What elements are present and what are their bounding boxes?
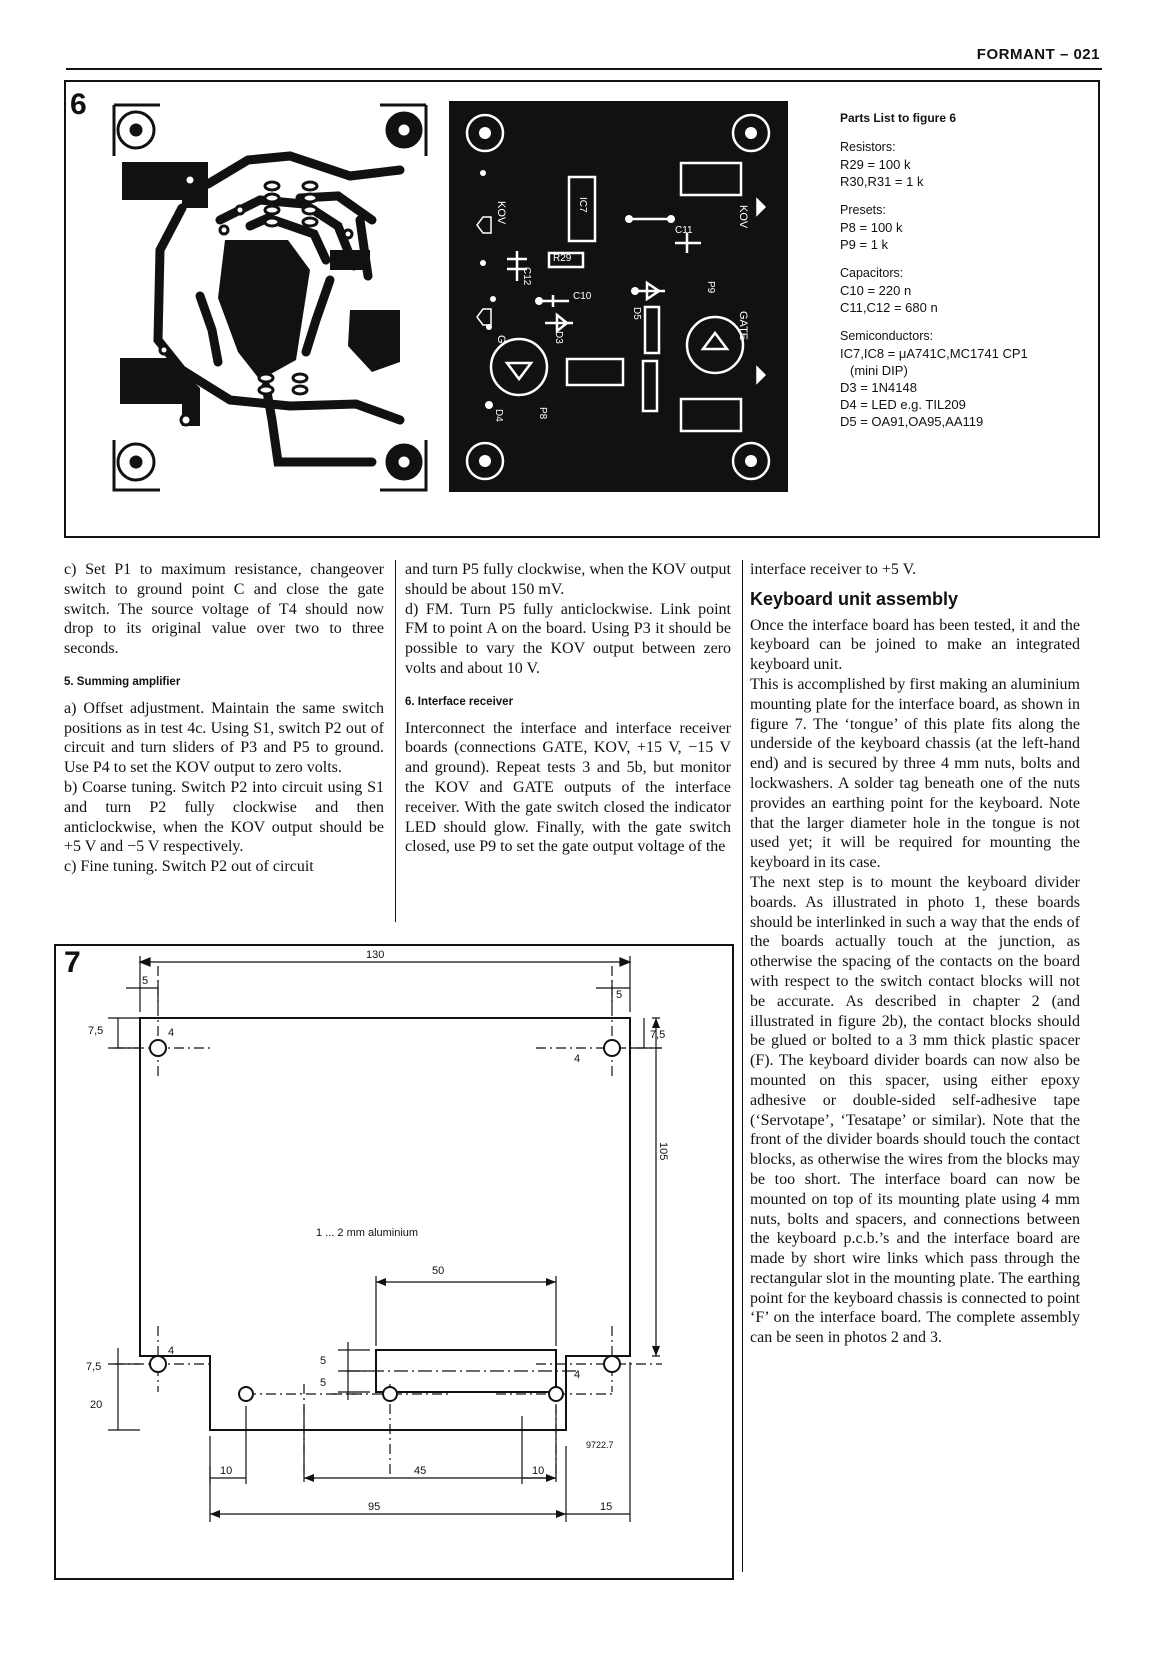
drawing-reference: 9722.7 [586,1440,614,1450]
section-heading-keyboard-unit-assembly: Keyboard unit assembly [750,588,959,609]
parts-item: R30,R31 = 1 k [840,174,924,189]
parts-item: IC7,IC8 = μA741C,MC1741 CP1 [840,346,1028,361]
pcb-label-gate-right: GATE [737,311,749,341]
dim-left-margin: 5 [142,975,149,987]
dim-slot-width: 50 [432,1265,445,1277]
text-column-3 [750,560,1080,1348]
parts-item: C10 = 220 n [840,283,912,298]
parts-item: D3 = 1N4148 [840,380,917,395]
dim-15: 15 [600,1501,613,1513]
dim-top-left: 7,5 [88,1025,104,1037]
paragraph: a) Offset adjustment. Maintain the same switch positions as in test 4c. Using S1, switch P2 out of circuit and turn sliders of P3 and P5 to ground. Use P4 to set the KOV output to zero volts. [64,699,384,777]
pcb-label-c10: C10 [573,291,592,302]
text-column-1 [64,560,384,877]
paragraph: and turn P5 fully clockwise, when the KOV output should be about 150 mV. [405,561,731,598]
parts-list-title: Parts List to figure 6 [840,111,957,125]
section-heading-summing-amplifier: 5. Summing amplifier [64,675,181,688]
parts-group-presets [840,202,1102,253]
figure-6-component-layout [449,101,788,492]
pcb-label-c12: C12 [521,267,532,286]
text-column-2 [405,560,731,857]
paragraph: b) Coarse tuning. Switch P2 into circuit using S1 and turn P2 fully clockwise and then anticlockwise, when the KOV output should be +5 V and −5 V respectively. [64,778,384,856]
parts-group-heading: Presets: [840,203,886,217]
paragraph: This is accomplished by first making an aluminium mounting plate for the interface board, as shown in figure 7. The ‘tongue’ of this plate fits along the underside of the keyboard chassis (at the left-hand end) and is secured by three 4 mm nuts, bolts and lockwashers. A solder tag beneath one of the nuts provides an earthing point for the keyboard. Note that the larger diameter hole in the tongue is not used yet; it will be required for mounting the keyboard in its case. [750,675,1080,872]
paragraph: The next step is to mount the keyboard divider boards. As illustrated in photo 1, these boards should be interlinked in such a way that the ends of the boards actually touch at the junction, as otherwise the spacing of the contacts on the board with respect to the switch contact blocks will not be accurate. As described in chapter 2 (and illustrated in figure 2b), the contact blocks should be glued or bolted to a 3 mm thick plastic spacer (F). The keyboard divider boards can now also be mounted on this spacer, using either epoxy adhesive or double-sided self-adhesive tape (‘Servotape’, ‘Tesatape’ or similar). Note that the front of the divider boards should touch the contact blocks, as otherwise the wires from the blocks may be too short. The interface board can now be mounted on top of its mounting plate using 4 mm nuts, bolts and spacers, and connections between the keyboard p.c.b.’s and the interface board are made by short wire links which pass through the rectangular slot in the mounting plate. The earthing point for the keyboard chassis is connected to point ‘F’ on the interface board. The complete assembly can be seen in photos 2 and 3. [750,873,1080,1347]
column-rule [395,560,396,922]
figure-6-number: 6 [70,88,87,121]
pcb-label-g-left: G [495,335,507,344]
page-header [66,44,1102,70]
dim-slot-h1: 5 [320,1355,327,1367]
paragraph: c) Set P1 to maximum resistance, changeover switch to ground point C and close the gate switch. The source voltage of T4 should now drop to its original value over two to three seconds. [64,561,384,658]
dim-45: 45 [414,1465,427,1477]
dim-width: 130 [366,949,385,961]
dim-right-margin: 5 [616,989,623,1001]
pcb-label-ic7: IC7 [577,197,588,213]
dim-tongue-height: 20 [90,1399,103,1411]
parts-group-capacitors [840,265,1102,316]
pcb-label-r10: R10 [645,367,656,386]
figure-6-track-layout [100,100,440,492]
pcb-label-p8: P8 [537,407,548,420]
parts-group-heading: Semiconductors: [840,329,934,343]
pcb-label-r31: R31 [647,313,658,332]
dim-hole-top-right: 4 [574,1053,581,1065]
pcb-label-r29: R29 [553,253,572,264]
figure-7-number: 7 [64,946,81,979]
parts-item: D5 = OA91,OA95,AA119 [840,414,984,429]
parts-item: P9 = 1 k [840,237,889,252]
parts-item: (mini DIP) [850,363,908,378]
paragraph: Interconnect the interface and interface receiver boards (connections GATE, KOV, +15 V, −15 V and ground). Repeat tests 3 and 5b, but monitor the KOV and GATE outputs of the interface receiver. With the gate switch closed the indicator LED should glow. Finally, with the gate switch closed, use P9 to set the gate output voltage of the [405,719,731,856]
dim-10-right: 10 [532,1465,545,1477]
figure-7-mounting-plate-drawing [56,946,732,1578]
pcb-label-c11: C11 [675,225,693,236]
parts-item: P8 = 100 k [840,220,903,235]
parts-item: C11,C12 = 680 n [840,300,938,315]
section-heading-interface-receiver: 6. Interface receiver [405,695,514,708]
dim-hole-top-left: 4 [168,1027,175,1039]
paragraph: d) FM. Turn P5 fully anticlockwise. Link point FM to point A on the board. Using P3 it should be possible to vary the KOV output between zero volts and about 10 V. [405,600,731,677]
pcb-label-kov-right: KOV [737,205,749,229]
parts-group-semiconductors [840,328,1102,430]
pcb-label-d4: D4 [493,409,504,422]
dim-10-left: 10 [220,1465,233,1477]
pcb-label-kov-left: KOV [495,201,507,225]
dim-hole-bottom-left: 4 [168,1345,175,1357]
running-title: FORMANT – 021 [976,46,1100,63]
dim-bottom-left-y: 7,5 [86,1361,102,1373]
parts-group-heading: Resistors: [840,140,896,154]
pcb-label-d5: D5 [631,307,642,320]
paragraph: interface receiver to +5 V. [750,561,917,578]
dim-95: 95 [368,1501,381,1513]
parts-group-resistors [840,139,1102,190]
pcb-label-d3: D3 [553,331,564,344]
dim-hole-bottom-right: 4 [574,1369,581,1381]
parts-list [840,110,1102,442]
dim-slot-h2: 5 [320,1377,327,1389]
pcb-label-p9: P9 [705,281,716,294]
paragraph: Once the interface board has been tested, it and the keyboard can be joined to make an integrated keyboard unit. [750,616,1080,674]
pcb-label-ic8: IC8 [581,365,597,376]
parts-item: R29 = 100 k [840,157,911,172]
parts-group-heading: Capacitors: [840,266,904,280]
paragraph: c) Fine tuning. Switch P2 out of circuit [64,858,314,876]
dim-height: 105 [657,1142,669,1161]
parts-item: D4 = LED e.g. TIL209 [840,397,966,412]
dim-top-right: 7,5 [650,1029,666,1041]
column-rule [742,560,743,1572]
material-note: 1 ... 2 mm aluminium [316,1227,419,1239]
